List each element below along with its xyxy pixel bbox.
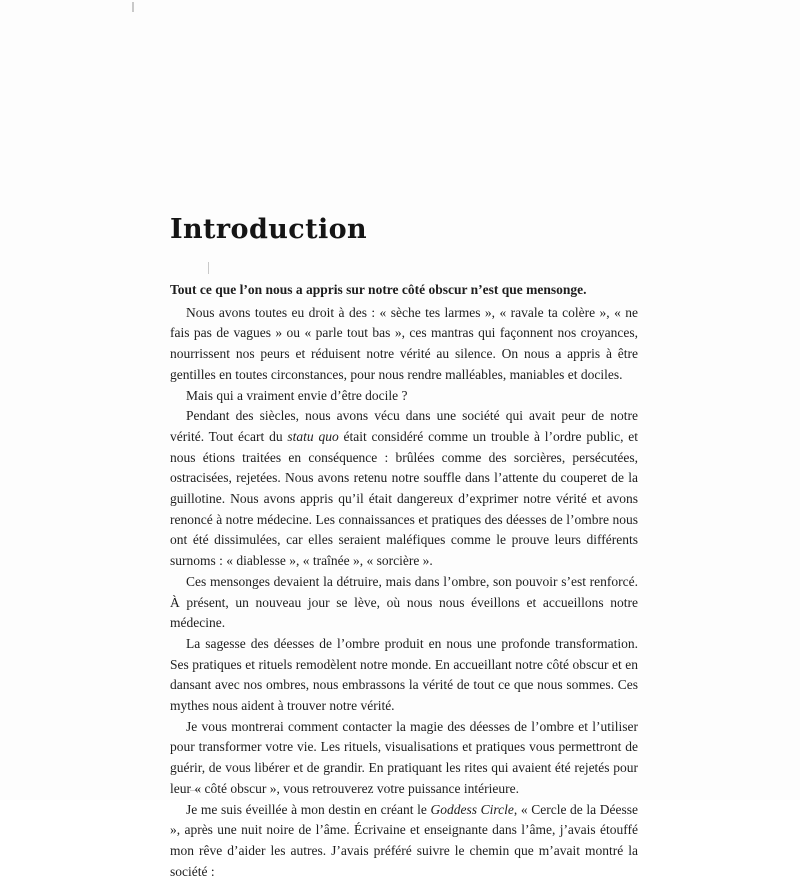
scan-speck <box>132 2 134 12</box>
paragraph <box>170 406 638 572</box>
lead-sentence: Tout ce que l’on nous a appris sur notre côté obscur n’est que mensonge. <box>170 282 587 297</box>
paragraph: Je vous montrerai comment contacter la magie des déesses de l’ombre et l’utiliser pour transformer votre vie. Les rituels, visualisations et pratiques vous permettront de guérir, de vous libérer et de grandir. En pratiquant les rites qui avaient été rejetés pour leur « côté obscur », vous retrouverez votre puissance intérieure. <box>170 718 638 796</box>
italic-phrase: Goddess Circle <box>430 801 514 817</box>
paragraph-text: Je me suis éveillée à mon destin en créant le <box>186 801 431 817</box>
body-text <box>170 280 638 882</box>
italic-phrase: statu quo <box>287 428 339 444</box>
paragraph: La sagesse des déesses de l’ombre produit en nous une profonde transformation. Ses pratiques et rituels remodèlent notre monde. En accueillant notre côté obscur et en dansant avec nos ombres, nous embrassons la vérité de tout ce que nous sommes. Ces mythes nous aident à trouver notre vérité. <box>170 635 638 714</box>
chapter-heading: Introduction <box>170 214 368 245</box>
paragraph <box>170 800 638 882</box>
paragraph: Ces mensonges devaient la détruire, mais dans l’ombre, son pouvoir s’est renforcé. À présent, un nouveau jour se lève, où nous nous éveillons et accueillons notre médecine. <box>170 573 638 631</box>
scan-speck <box>208 262 209 274</box>
paragraph-text: était considéré comme un trouble à l’ordre public, et nous étions traitées en conséquence : brûlées comme des sorcières, persécutées, ostracisées, rejetées. Nous avons retenu notre souffle dans l’attente du couperet de la guillotine. Nous avons appris qu’il était dangereux d’exprimer notre vérité et avons renoncé à notre médecine. Les connaissances et pratiques des déesses de l’ombre nous ont été dissimulées, car elles seraient maléfiques comme le prouve leurs différents surnoms : « diablesse », « traînée », « sorcière ». <box>170 428 638 569</box>
paragraph: Nous avons toutes eu droit à des : « sèche tes larmes », « ravale ta colère », « ne fais pas de vagues » ou « parle tout bas », ces mantras qui façonnent nos croyances, nourrissent nos peurs et réduisent notre vérité au silence. On nous a appris à être gentilles en toutes circonstances, pour nous rendre malléables, maniables et dociles. <box>170 304 638 382</box>
paragraph-text: , « Cercle de la Déesse », après une nuit noire de l’âme. Écrivaine et enseignante dans l’âme, j’avais étouffé mon rêve d’aider les autres. J’avais préféré suivre le chemin que m’avait montré la société : <box>170 801 638 879</box>
paragraph: Mais qui a vraiment envie d’être docile ? <box>186 387 408 403</box>
paragraph-text: Pendant des siècles, nous avons vécu dans une société qui avait peur de notre vérité. Tout écart du <box>170 408 638 444</box>
